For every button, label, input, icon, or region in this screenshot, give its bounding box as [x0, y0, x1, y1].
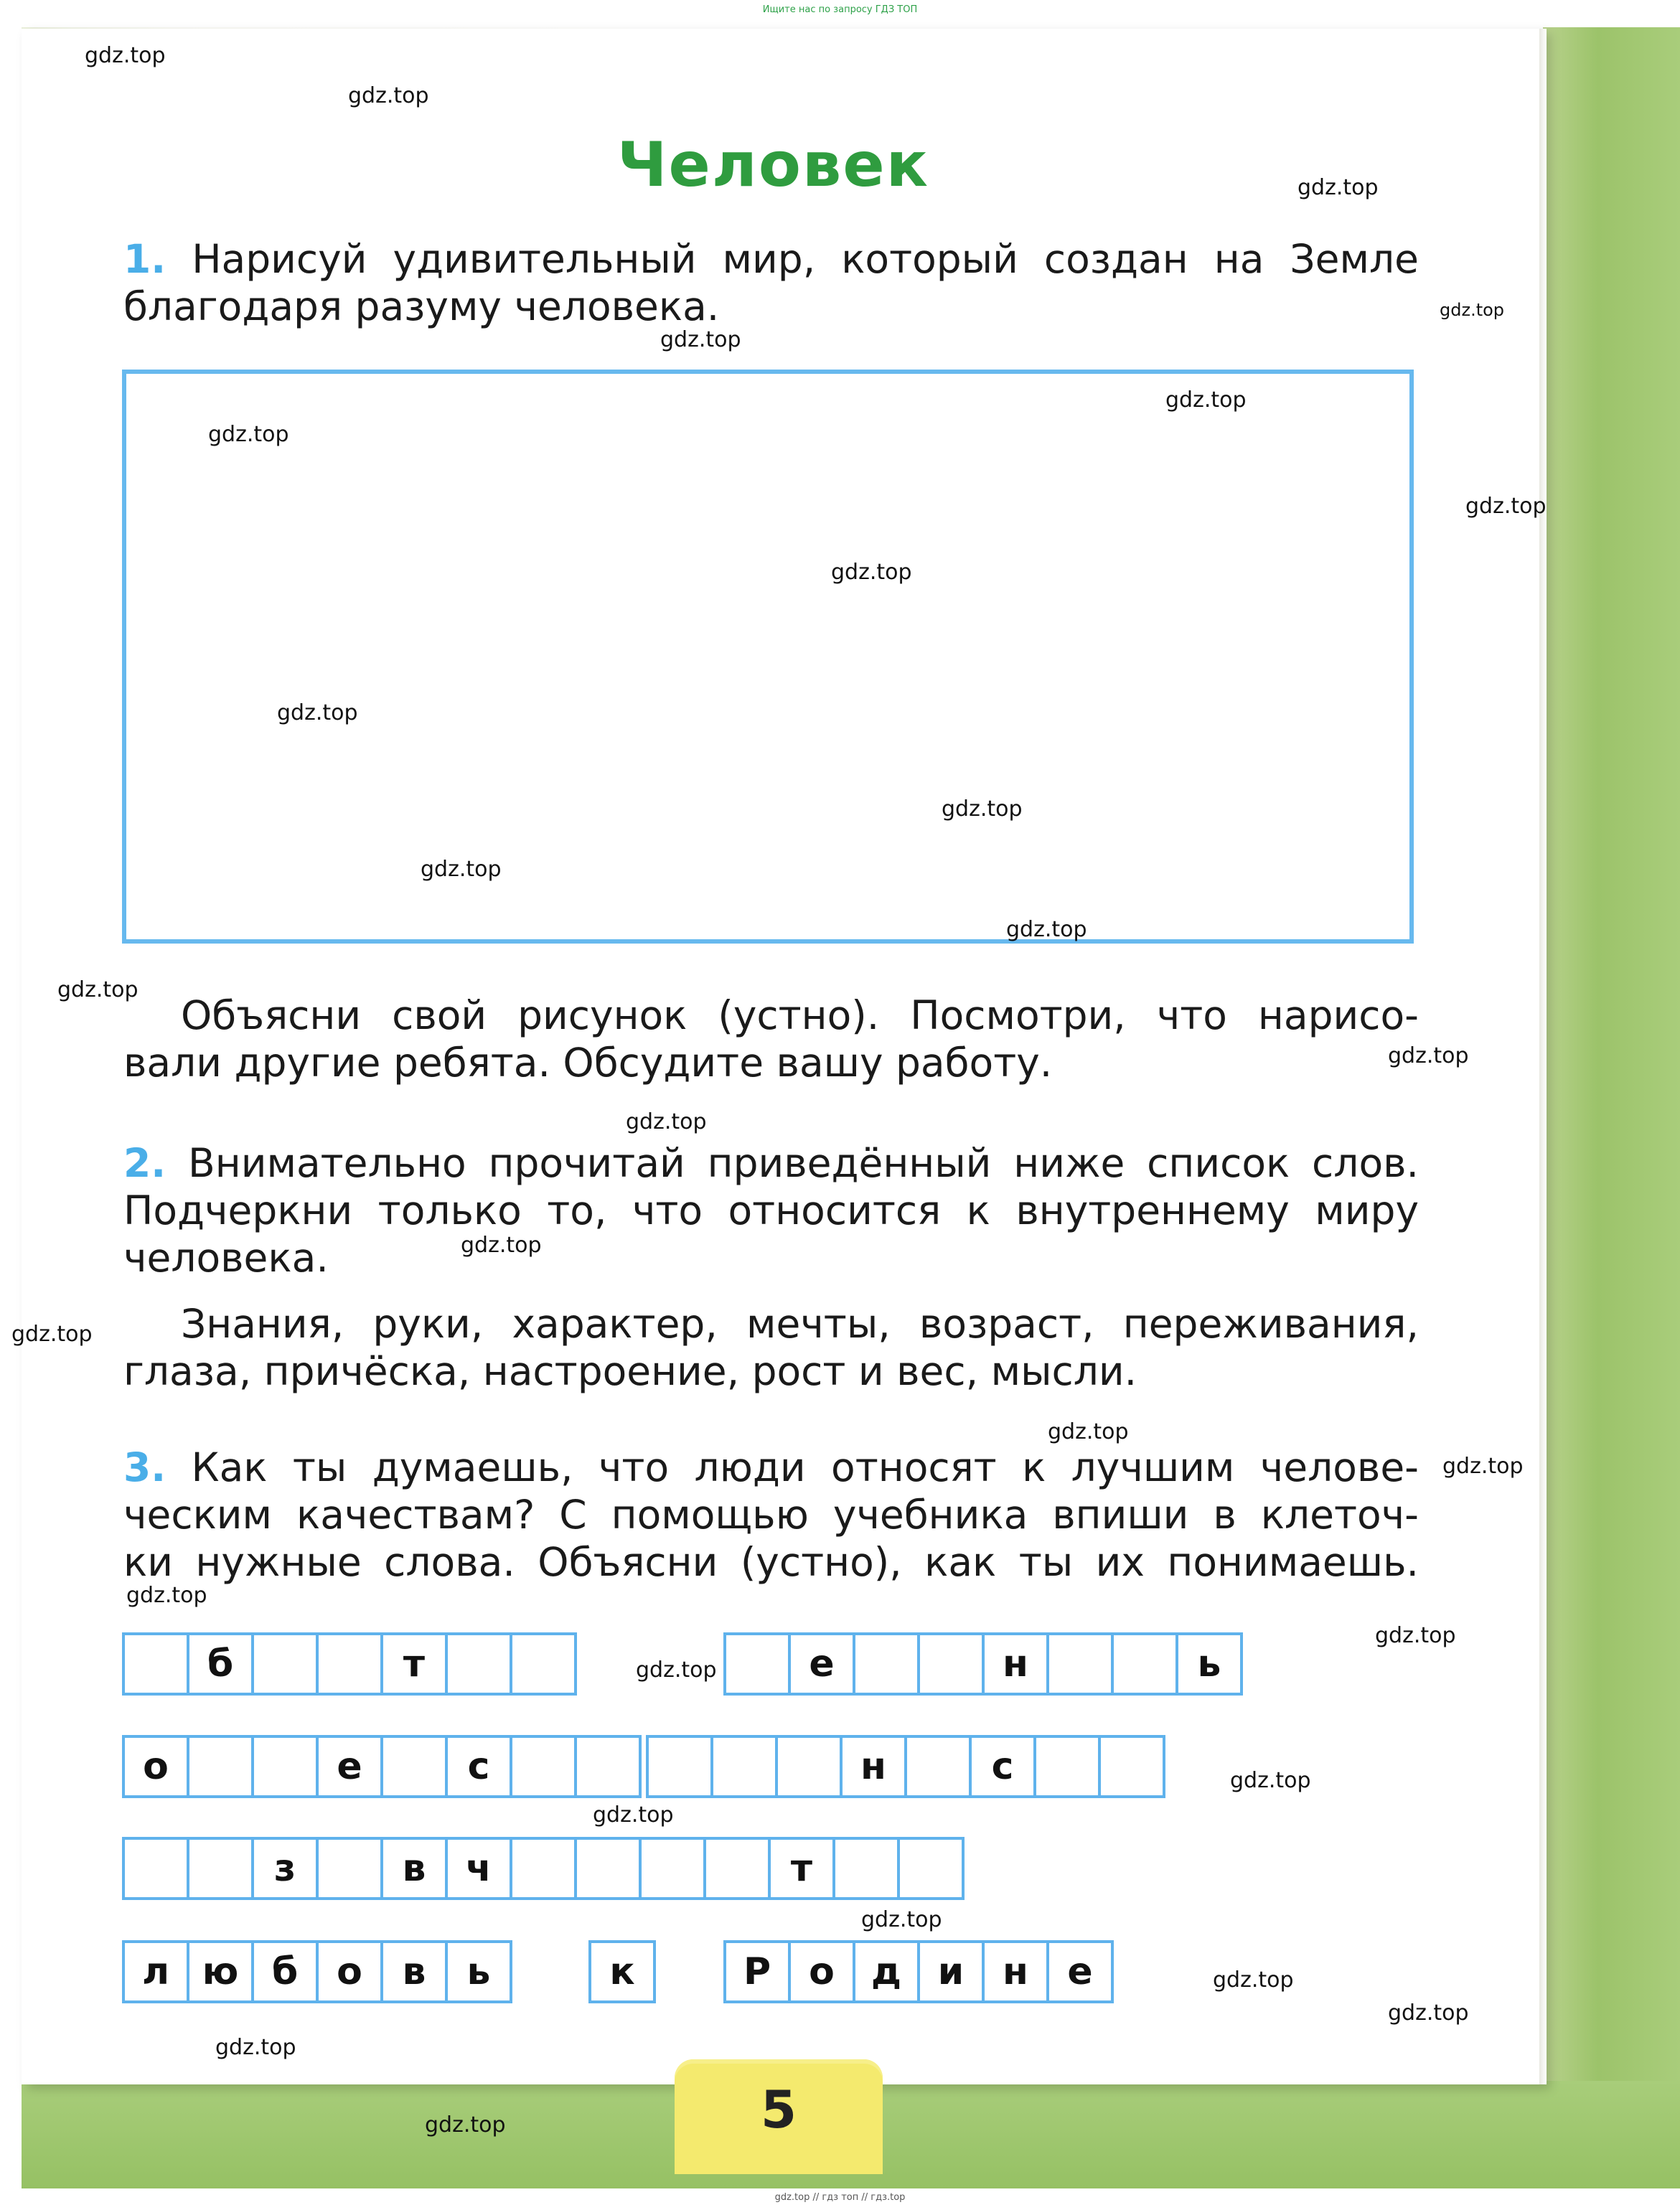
task3-line1	[123, 1444, 1419, 1491]
grid-cell[interactable]	[775, 1735, 843, 1798]
grid-cell[interactable]: н	[982, 1940, 1049, 2003]
watermark: gdz.top	[593, 1802, 674, 1828]
task2-line1	[123, 1139, 1419, 1187]
watermark: gdz.top	[831, 560, 912, 585]
grid-cell[interactable]	[122, 1837, 189, 1900]
grid-cell[interactable]	[1033, 1735, 1101, 1798]
grid-cell[interactable]	[703, 1837, 771, 1900]
task1-explain-line2: вали другие ребята. Обсудите вашу работу.	[123, 1040, 1053, 1086]
grid-cell[interactable]	[187, 1837, 254, 1900]
grid-word-1	[122, 1632, 577, 1696]
footer-watermark: gdz.top // гдз топ // гдз.top	[774, 2192, 906, 2203]
grid-cell[interactable]	[187, 1735, 254, 1798]
grid-cell[interactable]: о	[316, 1940, 383, 2003]
grid-cell[interactable]	[853, 1632, 920, 1696]
grid-cell[interactable]: т	[380, 1632, 448, 1696]
grid-cell[interactable]: н	[982, 1632, 1049, 1696]
drawing-area[interactable]	[122, 370, 1414, 944]
watermark: gdz.top	[1388, 1043, 1469, 1068]
grid-cell[interactable]	[510, 1632, 577, 1696]
grid-cell[interactable]: т	[768, 1837, 835, 1900]
watermark: gdz.top	[215, 2035, 296, 2060]
grid-cell[interactable]	[646, 1735, 713, 1798]
watermark: gdz.top	[421, 857, 502, 882]
grid-cell[interactable]: о	[788, 1940, 855, 2003]
grid-cell[interactable]	[445, 1632, 512, 1696]
grid-cell[interactable]	[1098, 1735, 1165, 1798]
grid-word-7	[588, 1940, 656, 2003]
grid-word-8	[723, 1940, 1114, 2003]
grid-cell[interactable]	[904, 1735, 972, 1798]
grid-cell[interactable]: с	[445, 1735, 512, 1798]
grid-cell[interactable]: е	[316, 1735, 383, 1798]
task3-line3: ки нужные слова. Объясни (устно), как ты их понимаешь.	[123, 1539, 1419, 1585]
grid-cell[interactable]	[574, 1837, 642, 1900]
grid-cell[interactable]: ч	[445, 1837, 512, 1900]
grid-cell[interactable]: е	[788, 1632, 855, 1696]
task1-text: Нарисуй удивительный мир, который создан на Земле	[192, 236, 1419, 282]
page-title: Человек	[617, 129, 930, 201]
grid-cell[interactable]: б	[251, 1940, 319, 2003]
grid-cell[interactable]: ь	[445, 1940, 512, 2003]
task1-line2: благодаря разуму человека.	[123, 283, 720, 329]
grid-cell[interactable]: л	[122, 1940, 189, 2003]
grid-cell[interactable]	[574, 1735, 642, 1798]
page-number: 5	[760, 2079, 797, 2140]
grid-cell[interactable]: в	[380, 1940, 448, 2003]
watermark: gdz.top	[11, 1322, 93, 1347]
grid-cell[interactable]	[316, 1632, 383, 1696]
grid-cell[interactable]	[380, 1735, 448, 1798]
watermark: gdz.top	[1213, 1967, 1294, 1993]
grid-cell[interactable]: з	[251, 1837, 319, 1900]
grid-cell[interactable]	[122, 1632, 189, 1696]
grid-cell[interactable]: д	[853, 1940, 920, 2003]
watermark: gdz.top	[626, 1109, 707, 1134]
task1-number: 1.	[123, 236, 166, 282]
grid-cell[interactable]: н	[840, 1735, 907, 1798]
task1-line1	[123, 235, 1419, 283]
grid-cell[interactable]: и	[917, 1940, 985, 2003]
grid-word-5	[122, 1837, 965, 1900]
watermark: gdz.top	[85, 43, 166, 68]
task3-text: Как ты думаешь, что люди относят к лучшим челове-	[191, 1444, 1419, 1490]
watermark: gdz.top	[1440, 300, 1505, 320]
grid-cell[interactable]	[316, 1837, 383, 1900]
watermark: gdz.top	[1165, 387, 1247, 413]
task2-number: 2.	[123, 1140, 166, 1186]
grid-cell[interactable]	[723, 1632, 791, 1696]
task1-explain-line1: Объясни свой рисунок (устно). Посмотри, что нарисо-	[181, 992, 1419, 1038]
watermark: gdz.top	[57, 977, 139, 1002]
grid-word-3	[122, 1735, 642, 1798]
watermark: gdz.top	[1442, 1454, 1524, 1479]
grid-cell[interactable]	[510, 1837, 577, 1900]
grid-cell[interactable]	[639, 1837, 706, 1900]
page-edge	[1539, 29, 1547, 2084]
grid-cell[interactable]: е	[1046, 1940, 1114, 2003]
watermark: gdz.top	[461, 1233, 542, 1258]
watermark: gdz.top	[425, 2112, 506, 2138]
watermark: gdz.top	[1375, 1623, 1456, 1648]
grid-cell[interactable]: в	[380, 1837, 448, 1900]
grid-cell[interactable]: Р	[723, 1940, 791, 2003]
watermark: gdz.top	[1230, 1768, 1311, 1793]
watermark: gdz.top	[1048, 1419, 1129, 1444]
watermark: gdz.top	[208, 422, 289, 447]
grid-cell[interactable]	[710, 1735, 778, 1798]
watermark: gdz.top	[348, 83, 429, 108]
watermark: gdz.top	[636, 1658, 717, 1683]
task3-number: 3.	[123, 1444, 166, 1490]
grid-cell[interactable]: ю	[187, 1940, 254, 2003]
grid-cell[interactable]	[251, 1632, 319, 1696]
grid-cell[interactable]	[510, 1735, 577, 1798]
grid-cell[interactable]	[1046, 1632, 1114, 1696]
watermark: gdz.top	[1297, 175, 1379, 200]
grid-cell[interactable]	[917, 1632, 985, 1696]
task2-line2: Подчеркни только то, что относится к внутреннему миру	[123, 1188, 1419, 1233]
task2-words-line1[interactable]: Знания, руки, характер, мечты, возраст, переживания,	[181, 1301, 1419, 1347]
grid-cell[interactable]	[251, 1735, 319, 1798]
grid-word-2	[723, 1632, 1243, 1696]
task2-words-line2[interactable]: глаза, причёска, настроение, рост и вес, мысли.	[123, 1348, 1137, 1394]
grid-word-4	[646, 1735, 1165, 1798]
grid-cell[interactable]	[832, 1837, 900, 1900]
grid-cell[interactable]: б	[187, 1632, 254, 1696]
watermark: gdz.top	[277, 700, 358, 725]
grid-cell[interactable]	[897, 1837, 965, 1900]
watermark: gdz.top	[126, 1583, 207, 1608]
task2-line3: человека.	[123, 1235, 329, 1281]
grid-cell[interactable]: с	[969, 1735, 1036, 1798]
watermark: gdz.top	[861, 1907, 942, 1932]
watermark: gdz.top	[1006, 917, 1087, 942]
right-green-border	[1543, 27, 1680, 2187]
top-banner: Ищите нас по запросу ГДЗ ТОП	[762, 4, 918, 15]
watermark: gdz.top	[660, 327, 741, 352]
watermark: gdz.top	[1465, 494, 1547, 519]
watermark: gdz.top	[1388, 2000, 1469, 2026]
watermark: gdz.top	[942, 796, 1023, 822]
grid-cell[interactable]: ь	[1175, 1632, 1243, 1696]
grid-cell[interactable]: о	[122, 1735, 189, 1798]
grid-word-6	[122, 1940, 512, 2003]
grid-cell[interactable]: к	[588, 1940, 656, 2003]
grid-cell[interactable]	[1111, 1632, 1178, 1696]
task2-text: Внимательно прочитай приведённый ниже список слов.	[188, 1140, 1419, 1186]
task3-line2: ческим качествам? С помощью учебника впиши в клеточ-	[123, 1492, 1419, 1538]
